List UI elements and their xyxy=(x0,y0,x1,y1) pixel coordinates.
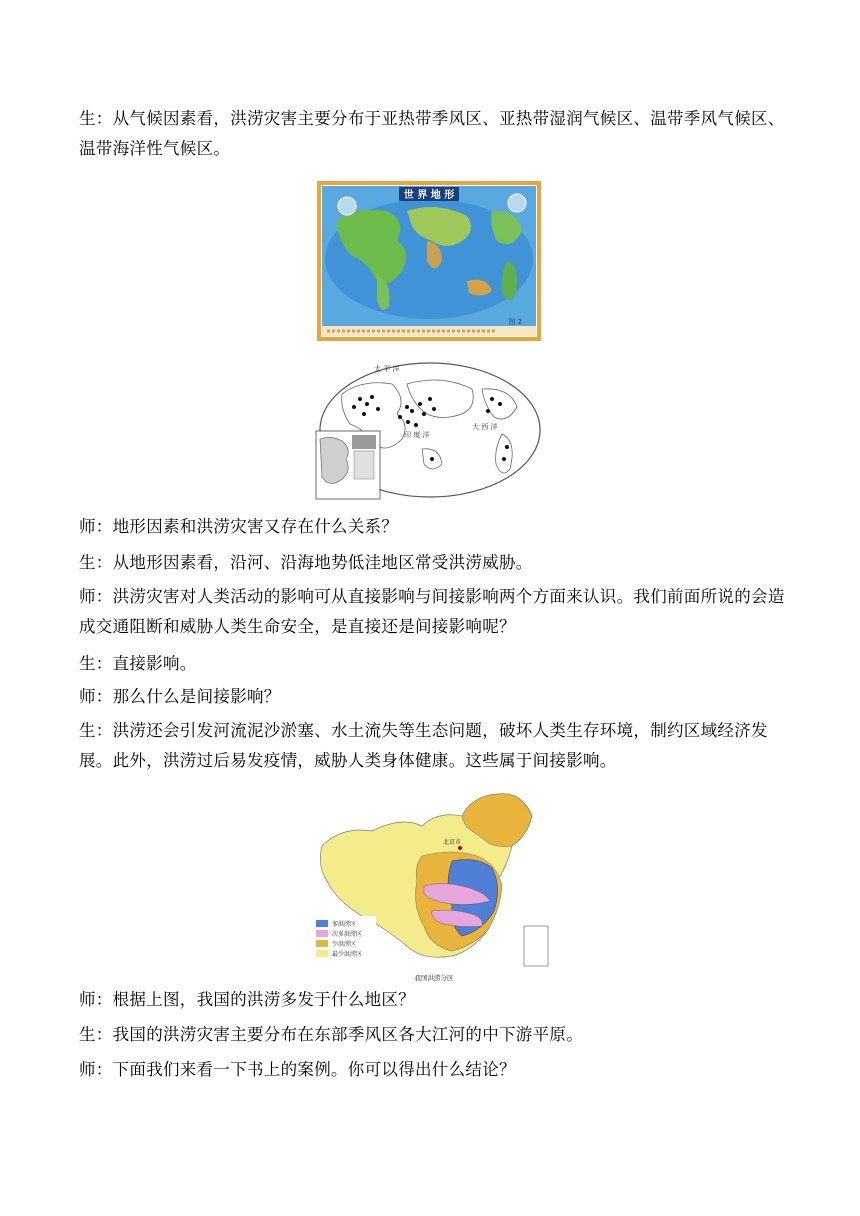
paragraph-climate-answer: 生：从气候因素看，洪涝灾害主要分布于亚热带季风区、亚热带湿润气候区、温带季风气候区、温带海洋性气候区。 xyxy=(79,109,785,158)
ocean-label-atlantic: 大 西 洋 xyxy=(472,423,498,431)
paragraph-indirect-answer: 生：洪涝还会引发河流泥沙淤塞、水土流失等生态问题，破坏人类生存环境，制约区域经济发展。此外，洪涝过后易发疫情，威胁人类身体健康。这些属于间接影响。 xyxy=(79,721,768,770)
paragraph-case-question: 师：下面我们来看一下书上的案例。你可以得出什么结论？ xyxy=(79,1060,516,1079)
paragraph-terrain-answer: 生：从地形因素看，沿河、沿海地势低洼地区常受洪涝威胁。 xyxy=(79,553,533,572)
ocean-label-indian: 印 度 洋 xyxy=(404,431,430,439)
world-flood-distribution-map xyxy=(312,359,544,501)
legend-swatch-second xyxy=(316,930,328,937)
paragraph-impact-question: 师：洪涝灾害对人类活动的影响可从直接影响与间接影响两个方面来认识。我们前面所说的会造成交通阻断和威胁人类生命安全，是直接还是间接影响呢？ xyxy=(79,587,785,636)
world-map-title: 世 界 地 形 xyxy=(403,190,455,201)
legend-swatch-most xyxy=(316,920,328,927)
paragraph-terrain-question: 师：地形因素和洪涝灾害又存在什么关系？ xyxy=(79,517,399,536)
world-terrain-map xyxy=(317,181,541,341)
legend-label-least: 最少洪涝区 xyxy=(332,951,363,958)
city-label: 北京市 xyxy=(443,839,462,846)
legend-swatch-least xyxy=(316,950,328,957)
paragraph-direct-answer: 生：直接影响。 xyxy=(79,654,197,673)
ocean-label-pacific: 太 平 洋 xyxy=(374,365,400,373)
legend-label-few: 少洪涝区 xyxy=(332,941,357,948)
paragraph-china-answer: 生：我国的洪涝灾害主要分布在东部季风区各大江河的中下游平原。 xyxy=(79,1025,583,1044)
legend-label-second: 次多洪涝区 xyxy=(332,931,363,938)
china-flood-zone-map xyxy=(312,786,552,986)
legend-swatch-few xyxy=(316,940,328,947)
china-map-caption: 我国洪涝分区 xyxy=(414,974,454,982)
paragraph-indirect-question: 师：那么什么是间接影响？ xyxy=(79,687,281,706)
world-map-corner-label: 图 2 xyxy=(508,318,522,326)
paragraph-china-question: 师：根据上图，我国的洪涝多发于什么地区？ xyxy=(79,990,415,1009)
legend-label-most: 多洪涝区 xyxy=(332,921,357,928)
